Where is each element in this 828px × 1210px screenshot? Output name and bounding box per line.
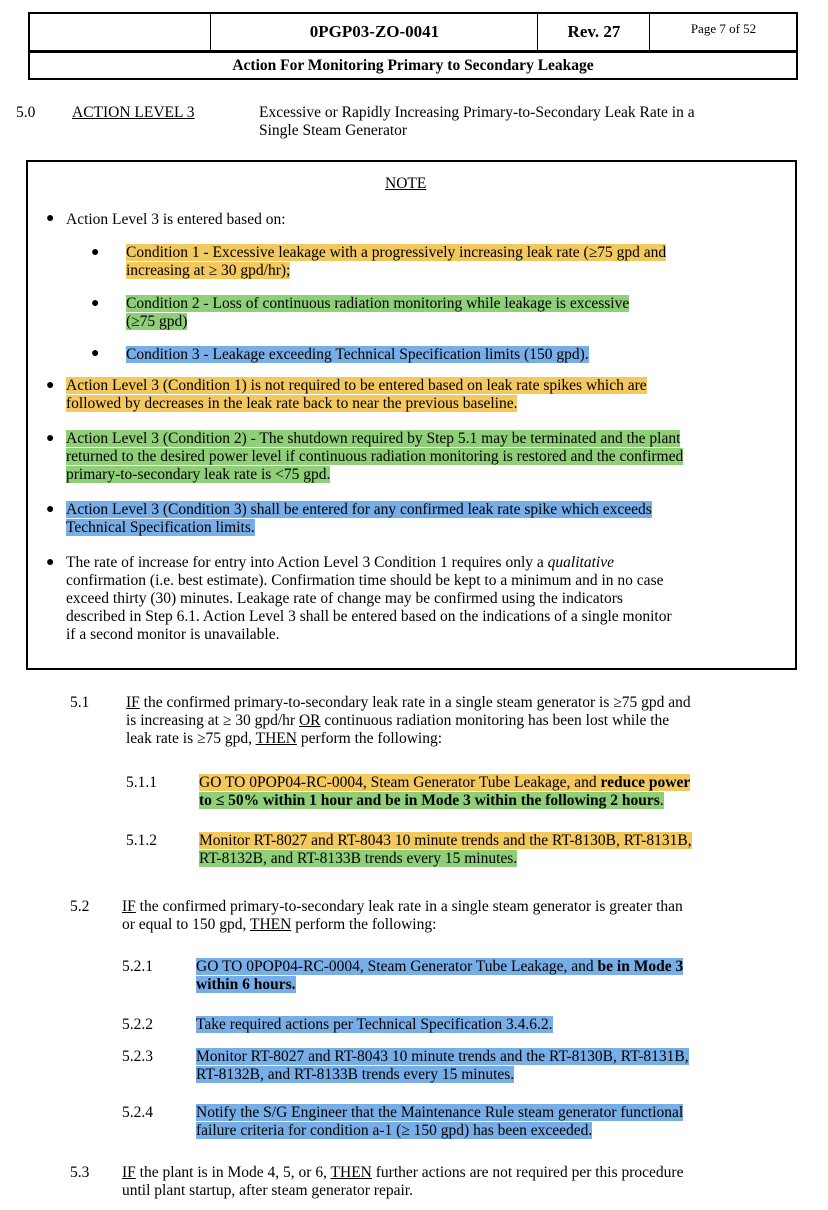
step-5-1-2-number: 5.1.2 — [126, 832, 157, 849]
document-header — [28, 12, 798, 80]
note-bullet-condition-2: Action Level 3 (Condition 2) - The shutdown required by Step 5.1 may be terminated and the plant returned to the desired power level if continuous radiation monitoring is restored and the confirmed primary-to-secondary leak rate is <75 gpd. — [66, 430, 684, 483]
note-heading: NOTE — [385, 175, 427, 192]
bullet-icon: ● — [46, 431, 55, 446]
note-bullet-condition-1: Action Level 3 (Condition 1) is not required to be entered based on leak rate spikes which are followed by decreases in the leak rate back to near the previous baseline. — [66, 377, 647, 412]
bullet-icon: ● — [46, 211, 55, 226]
header-row — [30, 14, 796, 53]
condition-3: Condition 3 - Leakage exceeding Technical Specification limits (150 gpd). — [126, 346, 589, 363]
page-number: Page 7 of 52 — [649, 14, 797, 50]
doc-title: Action For Monitoring Primary to Secondary Leakage — [232, 57, 594, 74]
section-description-line1: Excessive or Rapidly Increasing Primary-to-Secondary Leak Rate in a — [259, 104, 695, 121]
condition-2: Condition 2 - Loss of continuous radiation monitoring while leakage is excessive (≥75 gpd) — [126, 295, 630, 330]
step-5-3-text: IF the plant is in Mode 4, 5, or 6, THEN further actions are not required per this procedure until plant startup, after steam generator repair. — [122, 1164, 684, 1199]
bullet-icon: ● — [91, 346, 100, 361]
revision: Rev. 27 — [537, 14, 650, 50]
bullet-icon: ● — [91, 245, 100, 260]
bullet-icon: ● — [46, 555, 55, 570]
step-5-2-3-number: 5.2.3 — [122, 1048, 153, 1065]
step-5-2-1-number: 5.2.1 — [122, 958, 153, 975]
bullet-icon: ● — [91, 296, 100, 311]
bullet-icon: ● — [46, 502, 55, 517]
condition-1: Condition 1 - Excessive leakage with a progressively increasing leak rate (≥75 gpd and increasing at ≥ 30 gpd/hr); — [126, 244, 667, 279]
section-number: 5.0 — [16, 104, 36, 121]
step-5-2-4-number: 5.2.4 — [122, 1104, 153, 1121]
note-intro: Action Level 3 is entered based on: — [66, 211, 286, 228]
step-5-2-number: 5.2 — [70, 898, 90, 915]
note-bullet-condition-3: Action Level 3 (Condition 3) shall be entered for any confirmed leak rate spike which exceeds Technical Specification limits. — [66, 501, 652, 536]
step-5-1-1-text: GO TO 0POP04-RC-0004, Steam Generator Tube Leakage, and reduce power to ≤ 50% within 1 hour and be in Mode 3 within the following 2 hours. — [199, 774, 691, 809]
step-5-2-text: IF the confirmed primary-to-secondary leak rate in a single steam generator is greater than or equal to 150 gpd, THEN perform the following: — [122, 898, 683, 933]
step-5-1-number: 5.1 — [70, 694, 90, 711]
doc-number: 0PGP03-ZO-0041 — [210, 14, 538, 50]
section-description-line2: Single Steam Generator — [259, 122, 408, 139]
note-bullet-qualitative: The rate of increase for entry into Action Level 3 Condition 1 requires only a qualitative confirmation (i.e. best estimate). Confirmation time should be kept to a minimum and in no case exceed thirty (30) minutes. Leakage rate of change may be confirmed using the indicators described in Step 6.1. Action Level 3 shall be entered based on the indications of a single monitor if a second monitor is unavailable. — [66, 554, 672, 643]
step-5-2-2-text: Take required actions per Technical Specification 3.4.6.2. — [196, 1016, 553, 1033]
section-label: ACTION LEVEL 3 — [72, 104, 195, 121]
step-5-2-1-text: GO TO 0POP04-RC-0004, Steam Generator Tube Leakage, and be in Mode 3 within 6 hours. — [196, 958, 684, 993]
step-5-2-3-text: Monitor RT-8027 and RT-8043 10 minute trends and the RT-8130B, RT-8131B, RT-8132B, and RT-8133B trends every 15 minutes. — [196, 1048, 689, 1083]
bullet-icon: ● — [46, 378, 55, 393]
step-5-3-number: 5.3 — [70, 1164, 90, 1181]
step-5-1-1-number: 5.1.1 — [126, 774, 157, 791]
step-5-2-4-text: Notify the S/G Engineer that the Maintenance Rule steam generator functional failure criteria for condition a-1 (≥ 150 gpd) has been exceeded. — [196, 1104, 684, 1139]
step-5-1-text: IF the confirmed primary-to-secondary leak rate in a single steam generator is ≥75 gpd and is increasing at ≥ 30 gpd/hr OR continuous radiation monitoring has been lost while the leak rate is ≥75 gpd, THEN perform the following: — [126, 694, 691, 747]
step-5-2-2-number: 5.2.2 — [122, 1016, 153, 1033]
step-5-1-2-text: Monitor RT-8027 and RT-8043 10 minute trends and the RT-8130B, RT-8131B, RT-8132B, and RT-8133B trends every 15 minutes. — [199, 832, 692, 867]
